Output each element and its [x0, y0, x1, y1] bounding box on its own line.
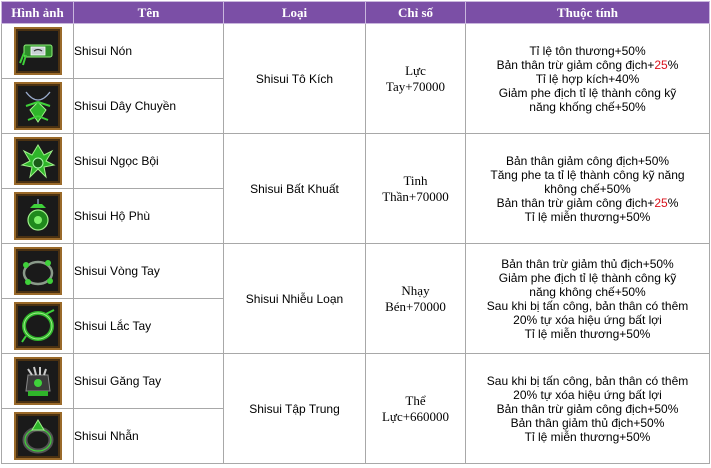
stat-line: Lực+660000 [381, 408, 450, 424]
attribute-line [466, 313, 709, 327]
attribute-line [466, 100, 709, 114]
table-row [2, 244, 710, 299]
attribute-line [466, 402, 709, 416]
item-name: Shisui Ngọc Bội [74, 134, 224, 189]
gauntlet-icon [14, 357, 62, 405]
item-name: Shisui Nón [74, 24, 224, 79]
set-attributes [466, 244, 710, 354]
attribute-line [466, 374, 709, 388]
header-attr: Thuộc tính [466, 2, 710, 24]
header-type: Loại [224, 2, 366, 24]
attribute-text: Bản thân trừ giảm thủ địch+50% [501, 256, 674, 271]
attribute-text: Bản thân trừ giảm công địch+ [496, 195, 655, 210]
attribute-line [466, 44, 709, 58]
attribute-line [466, 182, 709, 196]
item-image-cell [2, 299, 74, 354]
table-row [2, 354, 710, 409]
header-row [2, 2, 710, 24]
attribute-line [466, 72, 709, 86]
attribute-line [466, 388, 709, 402]
attribute-text: Sau khi bị tấn công, bản thân có thêm [486, 373, 689, 388]
set-attributes [466, 134, 710, 244]
stat-line: Tay+70000 [385, 78, 446, 94]
attribute-text: Tỉ lệ miễn thương+50% [524, 429, 651, 444]
item-name: Shisui Dây Chuyền [74, 79, 224, 134]
stat-line: Nhạy [401, 282, 430, 298]
bracelet-icon [14, 247, 62, 295]
header-stat: Chỉ số [366, 2, 466, 24]
attribute-text: Tỉ lệ hợp kích+40% [535, 71, 640, 86]
attribute-line [466, 154, 709, 168]
attribute-text: 20% tự xóa hiệu ứng bất lợi [513, 387, 662, 402]
attribute-text: Sau khi bị tấn công, bản thân có thêm [486, 298, 689, 313]
attribute-text: Bản thân trừ giảm công địch+ [496, 57, 655, 72]
amulet-icon [14, 192, 62, 240]
set-stat [366, 24, 466, 134]
attribute-text: Tăng phe ta tỉ lệ thành công kỹ năng [490, 167, 685, 182]
set-stat [366, 244, 466, 354]
table-row [2, 24, 710, 79]
header-image: Hình ảnh [2, 2, 74, 24]
attribute-line [466, 416, 709, 430]
attribute-highlight: 25 [654, 57, 668, 72]
attribute-line [466, 271, 709, 285]
attribute-text: Bản thân giảm công địch+50% [505, 153, 670, 168]
attribute-text: Tỉ lệ tôn thương+50% [529, 43, 646, 58]
headband-icon [14, 27, 62, 75]
stat-line: Bén+70000 [385, 298, 446, 314]
attribute-text: Tỉ lệ miễn thương+50% [524, 326, 651, 341]
equipment-table [1, 1, 710, 464]
item-name: Shisui Găng Tay [74, 354, 224, 409]
attribute-text: Bản thân giảm thủ địch+50% [510, 415, 665, 430]
attribute-line [466, 299, 709, 313]
table-body [2, 24, 710, 464]
attribute-text: năng không chế+50% [529, 284, 646, 299]
attribute-text: Bản thân trừ giảm công địch+50% [496, 401, 679, 416]
set-stat [366, 134, 466, 244]
set-stat [366, 354, 466, 464]
attribute-text: Giảm phe địch tỉ lệ thành công kỹ [498, 85, 677, 100]
stat-line: Thể [405, 392, 426, 408]
item-name: Shisui Hộ Phù [74, 189, 224, 244]
set-type: Shisui Nhiễu Loạn [224, 244, 366, 354]
item-image-cell [2, 244, 74, 299]
item-image-cell [2, 79, 74, 134]
item-image-cell [2, 134, 74, 189]
item-image-cell [2, 354, 74, 409]
set-type: Shisui Tập Trung [224, 354, 366, 464]
attribute-text: % [667, 195, 679, 210]
necklace-icon [14, 82, 62, 130]
item-name: Shisui Lắc Tay [74, 299, 224, 354]
item-image-cell [2, 189, 74, 244]
attribute-text: Tỉ lệ miễn thương+50% [524, 209, 651, 224]
attribute-text: 20% tự xóa hiệu ứng bất lợi [513, 312, 662, 327]
attribute-line [466, 285, 709, 299]
item-name: Shisui Nhẫn [74, 409, 224, 464]
attribute-text: không chế+50% [544, 181, 631, 196]
table-row [2, 134, 710, 189]
ring-icon [14, 412, 62, 460]
jade-pendant-icon [14, 137, 62, 185]
set-attributes [466, 24, 710, 134]
set-attributes [466, 354, 710, 464]
attribute-line [466, 168, 709, 182]
attribute-text: % [667, 57, 679, 72]
attribute-line [466, 257, 709, 271]
attribute-line [466, 327, 709, 341]
set-type: Shisui Tô Kích [224, 24, 366, 134]
bangle-icon [14, 302, 62, 350]
item-name: Shisui Vòng Tay [74, 244, 224, 299]
stat-line: Lực [405, 62, 426, 78]
attribute-highlight: 25 [654, 195, 668, 210]
item-image-cell [2, 24, 74, 79]
set-type: Shisui Bất Khuất [224, 134, 366, 244]
stat-line: Tinh [403, 172, 428, 188]
header-name: Tên [74, 2, 224, 24]
item-image-cell [2, 409, 74, 464]
attribute-line [466, 430, 709, 444]
attribute-line [466, 196, 709, 210]
attribute-line [466, 210, 709, 224]
attribute-line [466, 86, 709, 100]
stat-line: Thần+70000 [382, 188, 449, 204]
attribute-line [466, 58, 709, 72]
attribute-text: Giảm phe địch tỉ lệ thành công kỹ [498, 270, 677, 285]
attribute-text: năng khống chế+50% [529, 99, 646, 114]
